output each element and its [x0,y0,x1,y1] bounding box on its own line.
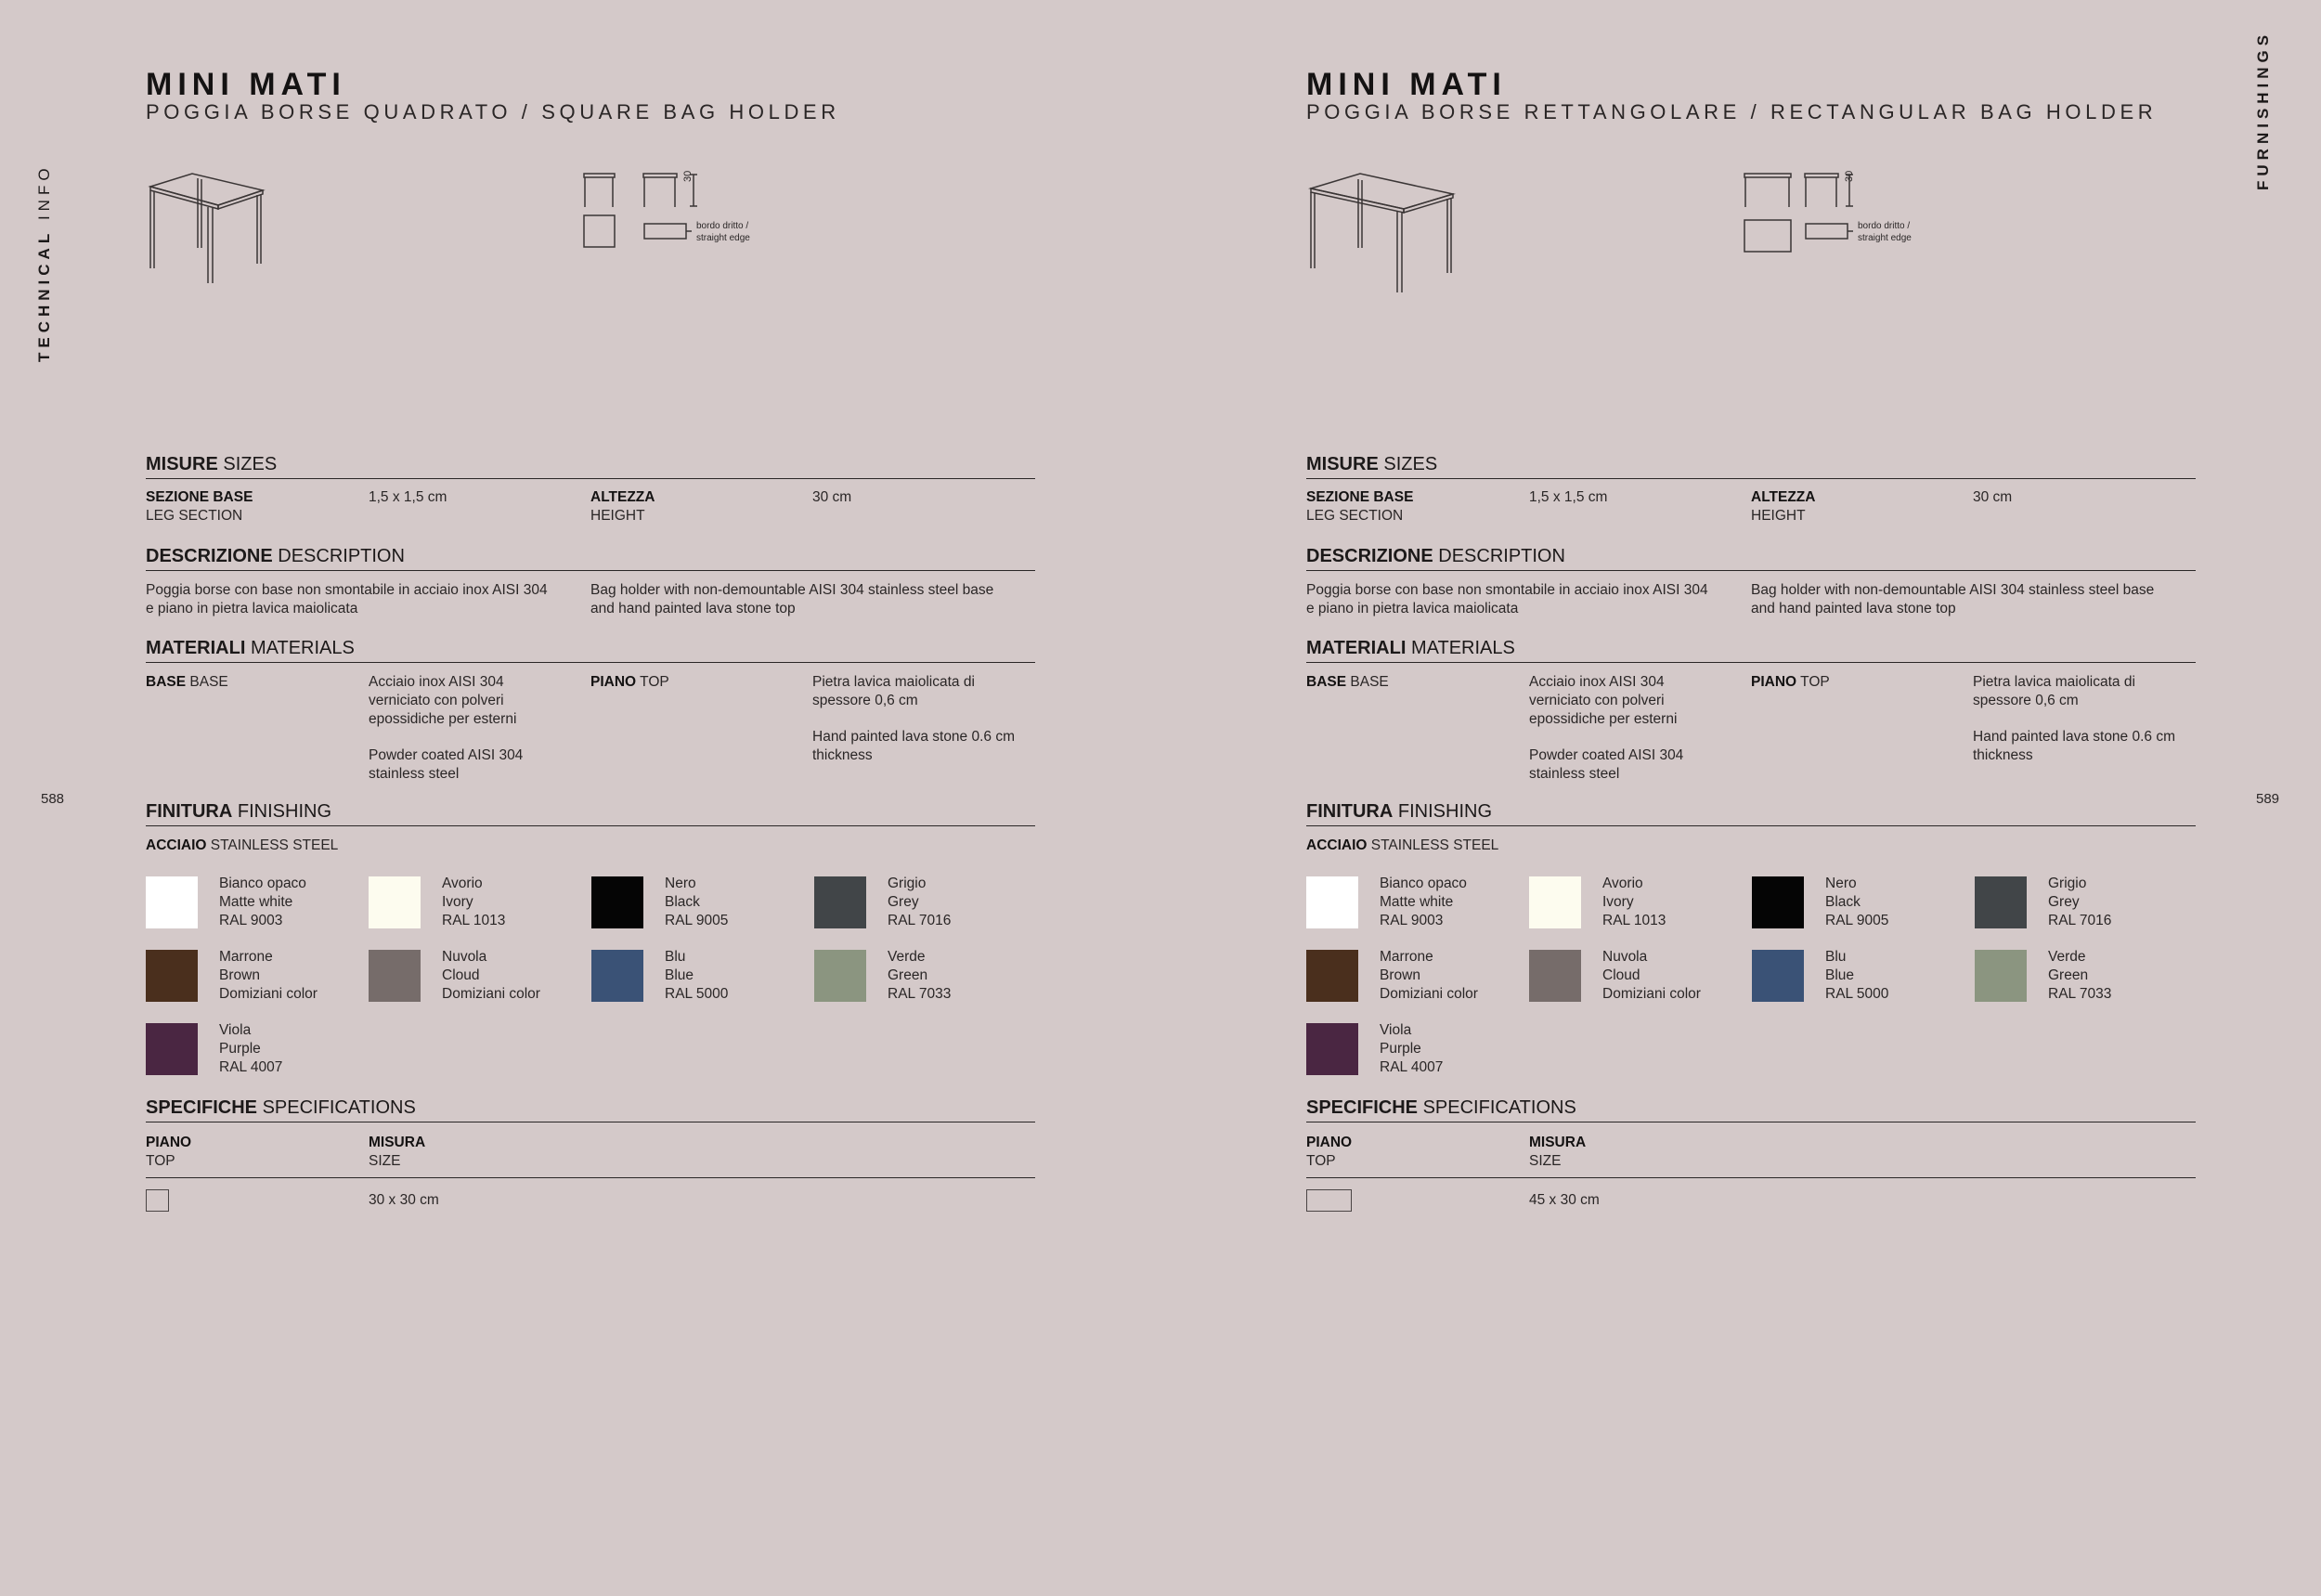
color-swatch-label [665,948,728,1004]
product-title: MINI MATI [146,67,346,102]
color-swatch-label-line: Cloud [1602,967,1640,983]
height-label-it: ALTEZZA [590,489,655,505]
color-swatch-label-line: Ivory [442,894,473,910]
description-heading-bold: DESCRIZIONE [1306,546,1433,566]
material-base-it-1: Acciaio inox AISI 304 [369,674,504,690]
material-top-en-1: Hand painted lava stone 0.6 cm [1973,729,2175,745]
edge-label-line-1: bordo dritto / [1858,221,1911,231]
square-top-shape-icon [146,1189,169,1212]
color-swatch-label-line: Bianco opaco [1380,876,1467,891]
material-top-light: TOP [1800,674,1830,690]
color-swatch-label-line: Black [665,894,700,910]
leg-section-value: 1,5 x 1,5 cm [369,489,447,505]
product-subtitle: POGGIA BORSE RETTANGOLARE / RECTANGULAR BAG HOLDER [1306,100,2158,123]
material-top-en-2: thickness [1973,747,2033,763]
leg-section-label [146,488,253,526]
height-value: 30 cm [1973,489,2013,505]
color-swatch-label-line: Grey [2048,894,2080,910]
spec-table-rule [146,1177,1035,1178]
color-swatch-label-line: RAL 4007 [1380,1059,1444,1075]
color-swatch-label-line: RAL 7016 [2048,913,2112,928]
color-swatch-label-line: RAL 4007 [219,1059,283,1075]
color-swatch [1752,876,1804,928]
color-swatch-label-line: Matte white [219,894,293,910]
color-swatch-label-line: Avorio [442,876,483,891]
color-swatch-label [219,1021,282,1077]
spec-col-size-it: MISURA [369,1135,426,1150]
description-it-line-2: e piano in pietra lavica maiolicata [146,601,358,616]
material-top-it-1: Pietra lavica maiolicata di [1973,674,2135,690]
color-swatch-label-line: RAL 1013 [442,913,506,928]
color-swatch-label-line: Blu [1825,949,1847,965]
materials-heading-light: MATERIALS [1410,638,1515,658]
color-swatch-label [888,875,951,930]
color-swatch-label-line: Verde [2048,949,2086,965]
material-base-it-2: verniciato con polveri [369,693,504,708]
spec-col-top-en: TOP [146,1153,175,1169]
color-swatch-label-line: RAL 1013 [1602,913,1666,928]
edge-label [1858,220,1912,244]
product-subtitle: POGGIA BORSE QUADRATO / SQUARE BAG HOLDER [146,100,840,123]
color-swatch [814,950,866,1002]
description-italian [1306,581,1708,618]
material-top-label [1751,673,1830,692]
color-swatch [1306,1023,1358,1075]
materials-heading-bold: MATERIALI [1306,638,1407,658]
spec-col-size [1529,1134,1586,1171]
color-swatch-label-line: Viola [1380,1022,1412,1038]
leg-section-label [1306,488,1413,526]
table-perspective-drawing [146,170,266,295]
spec-col-top [146,1134,191,1171]
material-top-text [1973,673,2175,765]
color-swatch-label [665,875,728,930]
material-base-it-2: verniciato con polveri [1529,693,1665,708]
rectangular-top-shape-icon [1306,1189,1352,1212]
dimension-label: 30 [682,170,694,182]
material-base-en-1: Powder coated AISI 304 [369,747,524,763]
material-top-bold: PIANO [590,674,637,690]
material-top-it-1: Pietra lavica maiolicata di [812,674,975,690]
material-top-en-1: Hand painted lava stone 0.6 cm [812,729,1015,745]
description-en-line-2: and hand painted lava stone top [590,601,796,616]
specifications-heading-bold: SPECIFICHE [146,1097,258,1118]
color-swatch-label-line: RAL 5000 [665,986,729,1002]
color-swatch-label-line: Blue [665,967,694,983]
description-english [1751,581,2154,618]
material-base-it-1: Acciaio inox AISI 304 [1529,674,1665,690]
color-swatch-label-line: RAL 7033 [888,986,952,1002]
material-top-text [812,673,1015,765]
material-top-it-2: spessore 0,6 cm [1973,693,2079,708]
leg-section-label-it: SEZIONE BASE [1306,489,1414,505]
color-swatch-label-line: Brown [1380,967,1420,983]
spec-col-top [1306,1134,1352,1171]
height-label [590,488,655,526]
color-swatch-label-line: Verde [888,949,926,965]
page-number-left: 588 [41,791,65,807]
color-swatch-label [1602,948,1701,1004]
height-label [1751,488,1815,526]
color-swatch [1975,950,2027,1002]
material-base-en-1: Powder coated AISI 304 [1529,747,1684,763]
description-italian [146,581,548,618]
color-swatch-label [219,875,306,930]
materials-heading [1306,638,2196,663]
color-swatch-label-line: Domiziani color [1602,986,1701,1002]
color-swatch-label-line: Grey [888,894,919,910]
spec-size-value: 45 x 30 cm [1529,1192,1600,1208]
description-it-line-1: Poggia borse con base non smontabile in acciaio inox AISI 304 [1306,582,1708,598]
finishing-subheading [146,837,338,855]
finishing-sub-bold: ACCIAIO [146,837,207,853]
side-label-light: INFO [35,163,53,221]
side-label-bold: TECHNICAL [35,228,53,362]
material-base-bold: BASE [146,674,187,690]
color-swatch-label-line: Nero [1825,876,1857,891]
color-swatch [591,876,643,928]
finishing-heading-light: FINISHING [237,801,332,822]
color-swatch-label-line: Matte white [1380,894,1454,910]
color-swatch-label-line: RAL 7033 [2048,986,2112,1002]
description-en-line-1: Bag holder with non-demountable AISI 304 stainless steel base [1751,582,2155,598]
leg-section-label-en: LEG SECTION [146,508,243,524]
edge-label-line-2: straight edge [696,233,750,243]
edge-label-line-1: bordo dritto / [696,221,749,231]
product-title: MINI MATI [1306,67,1507,102]
color-swatch-label-line: Domiziani color [1380,986,1478,1002]
spec-size-value: 30 x 30 cm [369,1192,439,1208]
material-top-bold: PIANO [1751,674,1797,690]
materials-heading-bold: MATERIALI [146,638,246,658]
color-swatch-label-line: Nuvola [442,949,487,965]
color-swatch-label-line: RAL 9005 [665,913,729,928]
material-base-text [369,673,523,784]
spec-col-top-en: TOP [1306,1153,1336,1169]
color-swatch-label-line: RAL 7016 [888,913,952,928]
material-base-it-3: epossidiche per esterni [369,711,517,727]
color-swatch [146,876,198,928]
height-value: 30 cm [812,489,852,505]
color-swatch [1306,950,1358,1002]
materials-heading-light: MATERIALS [250,638,355,658]
specifications-heading [146,1097,1035,1122]
material-base-en-2: stainless steel [369,766,460,782]
material-base-label [146,673,228,692]
color-swatch-label-line: Nero [665,876,696,891]
material-top-light: TOP [640,674,669,690]
color-swatch-label [1602,875,1666,930]
spec-col-size [369,1134,425,1171]
color-swatch-label-line: Purple [1380,1041,1421,1057]
sizes-heading [1306,454,2196,479]
description-heading-light: DESCRIPTION [278,546,405,566]
color-swatch-label [442,875,505,930]
color-swatch-label-line: Purple [219,1041,261,1057]
leg-section-label-it: SEZIONE BASE [146,489,253,505]
height-label-en: HEIGHT [1751,508,1806,524]
color-swatch-label [1380,948,1478,1004]
color-swatch [369,950,421,1002]
spec-table-rule [1306,1177,2196,1178]
side-label-technical-info [35,163,54,362]
color-swatch-label [2048,875,2111,930]
color-swatch [146,950,198,1002]
color-swatch-label-line: Avorio [1602,876,1643,891]
color-swatch-label-line: Domiziani color [442,986,540,1002]
description-heading [146,546,1035,571]
finishing-sub-bold: ACCIAIO [1306,837,1368,853]
spec-col-top-it: PIANO [1306,1135,1353,1150]
color-swatch-label-line: Marrone [1380,949,1433,965]
material-base-it-3: epossidiche per esterni [1529,711,1678,727]
color-swatch-label-line: Black [1825,894,1861,910]
material-base-text [1529,673,1683,784]
finishing-heading-light: FINISHING [1397,801,1493,822]
specifications-heading [1306,1097,2196,1122]
finishing-heading-bold: FINITURA [146,801,233,822]
sizes-heading-bold: MISURE [1306,454,1379,474]
description-en-line-2: and hand painted lava stone top [1751,601,1956,616]
color-swatch-label-line: Green [888,967,928,983]
color-swatch-label [219,948,318,1004]
description-heading-light: DESCRIPTION [1438,546,1565,566]
color-swatch [1975,876,2027,928]
description-heading-bold: DESCRIZIONE [146,546,273,566]
color-swatch [1529,950,1581,1002]
specifications-heading-light: SPECIFICATIONS [262,1097,416,1118]
color-swatch-label [2048,948,2111,1004]
color-swatch-label-line: Ivory [1602,894,1634,910]
material-top-en-2: thickness [812,747,873,763]
color-swatch [1529,876,1581,928]
material-base-label [1306,673,1389,692]
color-swatch-label-line: Marrone [219,949,273,965]
specifications-heading-bold: SPECIFICHE [1306,1097,1419,1118]
table-perspective-drawing [1306,170,1464,305]
color-swatch [146,1023,198,1075]
color-swatch-label [1380,1021,1443,1077]
material-top-label [590,673,669,692]
edge-label-line-2: straight edge [1858,233,1912,243]
color-swatch [591,950,643,1002]
height-label-it: ALTEZZA [1751,489,1816,505]
color-swatch [369,876,421,928]
description-it-line-2: e piano in pietra lavica maiolicata [1306,601,1519,616]
color-swatch-label-line: Nuvola [1602,949,1648,965]
color-swatch-label [1825,875,1888,930]
color-swatch-label-line: Green [2048,967,2089,983]
color-swatch-label-line: Cloud [442,967,480,983]
color-swatch-label-line: RAL 9003 [219,913,283,928]
page-number-right: 589 [2256,791,2280,807]
color-swatch-label [1825,948,1888,1004]
height-label-en: HEIGHT [590,508,645,524]
sizes-heading-light: SIZES [223,454,278,474]
color-swatch-label-line: Viola [219,1022,252,1038]
color-swatch [1752,950,1804,1002]
side-label-furnishings: FURNISHINGS [2254,30,2272,190]
finishing-heading-bold: FINITURA [1306,801,1394,822]
leg-section-label-en: LEG SECTION [1306,508,1404,524]
finishing-sub-light: STAINLESS STEEL [210,837,339,853]
dimension-label: 30 [1844,170,1855,182]
color-swatch-label-line: Domiziani color [219,986,318,1002]
spec-col-size-en: SIZE [1529,1153,1562,1169]
material-base-light: BASE [189,674,228,690]
color-swatch [1306,876,1358,928]
color-swatch-label-line: Blu [665,949,686,965]
edge-label [696,220,750,244]
spec-col-top-it: PIANO [146,1135,192,1150]
color-swatch-label-line: Brown [219,967,260,983]
color-swatch-label [888,948,951,1004]
materials-heading [146,638,1035,663]
material-top-it-2: spessore 0,6 cm [812,693,918,708]
color-swatch-label-line: Bianco opaco [219,876,306,891]
finishing-heading [1306,801,2196,826]
sizes-heading-light: SIZES [1383,454,1438,474]
description-heading [1306,546,2196,571]
sizes-heading-bold: MISURE [146,454,218,474]
leg-section-value: 1,5 x 1,5 cm [1529,489,1608,505]
specifications-heading-light: SPECIFICATIONS [1422,1097,1576,1118]
color-swatch-label-line: Blue [1825,967,1855,983]
sizes-heading [146,454,1035,479]
color-swatch-label-line: Grigio [888,876,927,891]
color-swatch-label-line: RAL 9005 [1825,913,1889,928]
color-swatch [814,876,866,928]
color-swatch-label [442,948,540,1004]
material-base-light: BASE [1350,674,1389,690]
color-swatch-label-line: Grigio [2048,876,2087,891]
color-swatch-label [1380,875,1467,930]
finishing-heading [146,801,1035,826]
description-english [590,581,993,618]
description-it-line-1: Poggia borse con base non smontabile in acciaio inox AISI 304 [146,582,548,598]
material-base-bold: BASE [1306,674,1347,690]
color-swatch-label-line: RAL 9003 [1380,913,1444,928]
spec-col-size-en: SIZE [369,1153,401,1169]
description-en-line-1: Bag holder with non-demountable AISI 304 stainless steel base [590,582,994,598]
color-swatch-label-line: RAL 5000 [1825,986,1889,1002]
material-base-en-2: stainless steel [1529,766,1620,782]
spec-col-size-it: MISURA [1529,1135,1587,1150]
finishing-subheading [1306,837,1498,855]
finishing-sub-light: STAINLESS STEEL [1370,837,1499,853]
